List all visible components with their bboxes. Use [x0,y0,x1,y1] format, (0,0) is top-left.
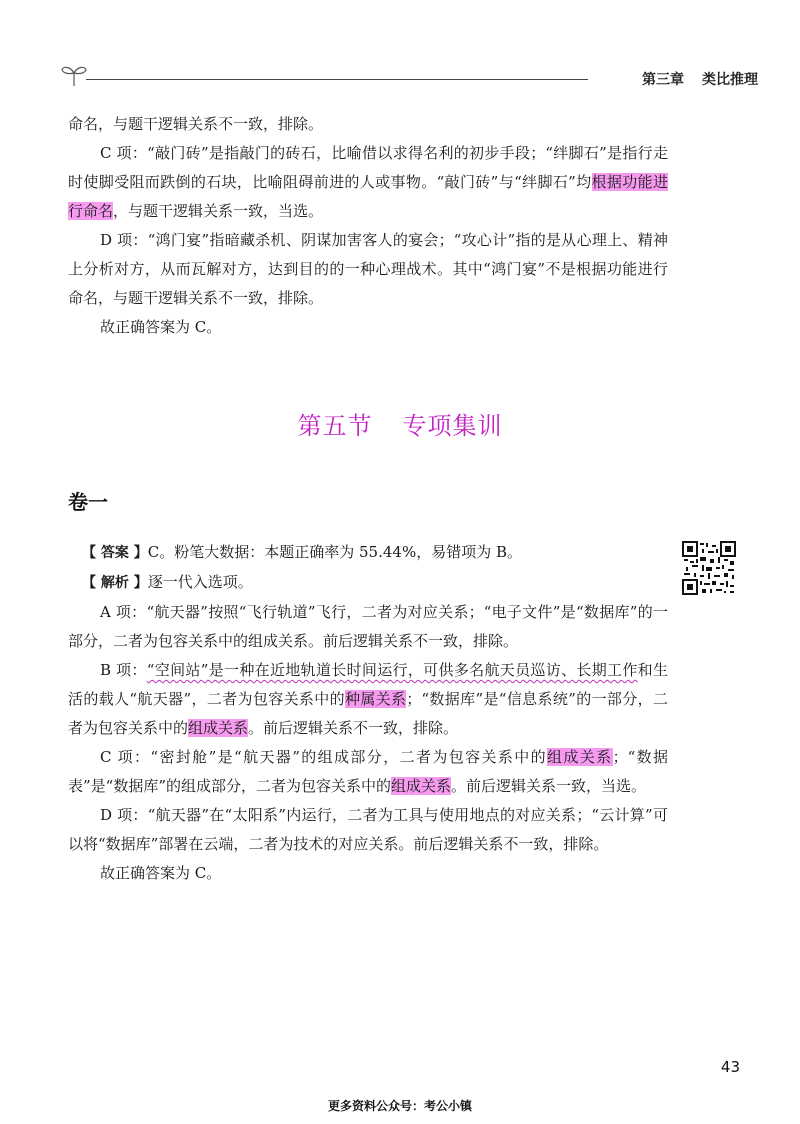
volume-title: 卷一 [68,490,108,514]
page-number: 43 [720,1058,740,1076]
paragraph-option-b: B 项：“空间站”是一种在近地轨道长时间运行，可供多名航天员巡访、长期工作和生活的载人“航天器”，二者为包容关系中的种属关系；“数据库”是“信息系统”的一部分，二者为包容关系中的组成关系。前后逻辑关系不一致，排除。 [68,661,668,737]
chapter-label [588,66,758,92]
highlight: 组成关系 [547,748,613,766]
running-header [60,62,758,92]
paragraph-option-d: D 项：“鸿门宴”指暗藏杀机、阴谋加害客人的宴会；“攻心计”指的是从心理上、精神上分析对方，从而瓦解对方，达到目的的一种心理战术。其中“鸿门宴”不是根据功能进行命名，与题干逻辑关系不一致，排除。 [68,231,668,307]
qr-code-icon [682,541,736,595]
section-title [0,406,800,441]
analysis-tag: 【 解析 】 [82,575,148,591]
analysis-text: 逐一代入选项。 [147,573,253,591]
wavy-underline: “空间站”是一种在近地轨道长时间运行，可供多名航天员巡访、长期工作 [146,661,638,679]
highlight: 根据功能进行命名 [68,173,668,220]
analysis-line [68,568,668,598]
paragraph-conclusion: 故正确答案为 C。 [100,864,222,882]
chapter-title: 类比推理 [702,72,758,88]
answer-text: C。粉笔大数据：本题正确率为 55.44%，易错项为 B。 [147,543,522,561]
paragraph: 命名，与题干逻辑关系不一致，排除。 [68,115,324,133]
highlight: 种属关系 [344,690,407,708]
highlight: 组成关系 [188,719,249,737]
paragraph-option-c: C 项：“敲门砖”是指敲门的砖石，比喻借以求得名利的初步手段；“绊脚石”是指行走时使脚受阻而跌倒的石块，比喻阻碍前进的人或事物。“敲门砖”与“绊脚石”均根据功能进行命名，与题干逻辑关系一致，当选。 [68,144,668,220]
header-rule [86,79,654,80]
highlight: 组成关系 [391,777,452,795]
paragraph-option-c: C 项：“密封舱”是“航天器”的组成部分，二者为包容关系中的组成关系；“数据表”是“数据库”的组成部分，二者为包容关系中的组成关系。前后逻辑关系一致，当选。 [68,748,668,795]
paragraph-option-a: A 项：“航天器”按照“飞行轨道”飞行，二者为对应关系；“电子文件”是“数据库”的一部分，二者为包容关系中的组成关系。前后逻辑关系不一致，排除。 [68,603,668,650]
section-number: 第五节 [297,412,373,440]
section-name: 专项集训 [402,412,503,440]
answer-tag: 【 答案 】 [82,545,148,561]
chapter-number: 第三章 [642,72,684,88]
sprout-icon [60,62,88,88]
paragraph-conclusion: 故正确答案为 C。 [100,318,222,336]
paragraph-option-d: D 项：“航天器”在“太阳系”内运行，二者为工具与使用地点的对应关系；“云计算”可以将“数据库”部署在云端，二者为技术的对应关系。前后逻辑关系不一致，排除。 [68,806,668,853]
previous-analysis [68,110,668,342]
answer-analysis [68,538,668,888]
footer-note: 更多资料公众号：考公小镇 [327,1099,472,1113]
answer-line [68,538,668,568]
